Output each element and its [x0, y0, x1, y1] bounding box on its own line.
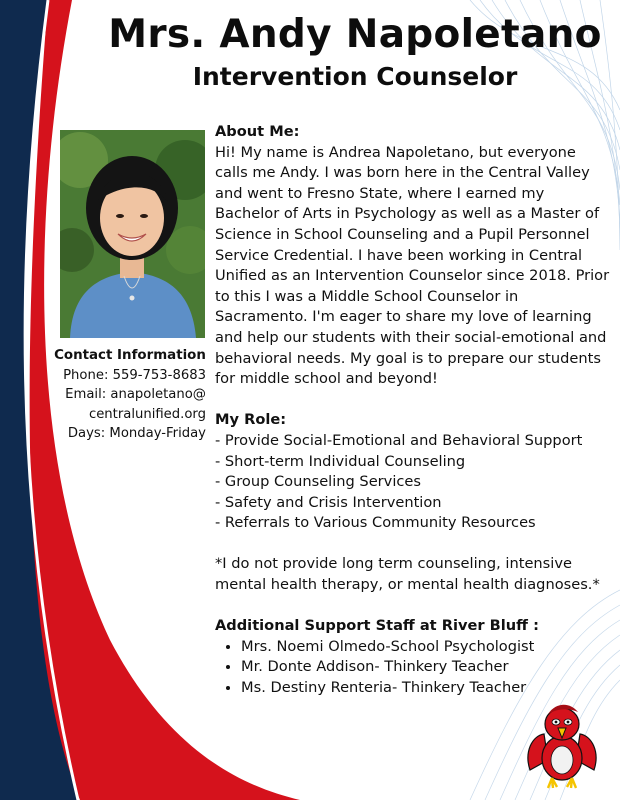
role-item: - Provide Social-Emotional and Behavioral Support: [215, 431, 583, 449]
support-list: [215, 637, 610, 699]
contact-email: Email: anapoletano@: [65, 387, 206, 402]
main-column: [215, 122, 610, 699]
support-heading: Additional Support Staff at River Bluff :: [215, 617, 539, 635]
support-item: • Mr. Donte Addison- Thinkery Teacher: [241, 657, 610, 678]
support-item: • Mrs. Noemi Olmedo-School Psychologist: [241, 637, 610, 658]
hawk-mascot-icon: [522, 700, 602, 790]
role-item: - Group Counseling Services: [215, 473, 421, 491]
contact-phone: Phone: 559-753-8683: [63, 367, 206, 383]
about-body: Hi! My name is Andrea Napoletano, but everyone calls me Andy. I was born here in the Central Valley and went to Fresno State, where I earned my Bachelor of Arts in Psychology as well as a Master of Science in School Counseling and a Pupil Personnel Service Credential. I have been working in Central Unified as an Intervention Counselor since 2018. Prior to this I was a Middle School Counselor in Sacramento. I'm eager to share my love of learning and help our students with their social-emotional and behavioral needs. My goal is to prepare our students for middle school and beyond!: [215, 143, 610, 388]
role-note: *I do not provide long term counseling, intensive mental health therapy, or mental health diagnoses.*: [215, 555, 600, 594]
role-item: - Safety and Crisis Intervention: [215, 493, 442, 511]
role-heading: My Role:: [215, 411, 287, 429]
contact-info: [54, 346, 206, 444]
contact-email-domain: centralunified.org: [88, 406, 206, 422]
role-item: - Referrals to Various Community Resources: [215, 514, 536, 532]
profile-photo: [60, 130, 205, 338]
contact-days: Days: Monday-Friday: [67, 426, 206, 441]
portrait-illustration: [60, 130, 205, 338]
support-item: • Ms. Destiny Renteria- Thinkery Teacher: [241, 678, 610, 699]
about-heading: About Me:: [215, 123, 300, 140]
page-title: Mrs. Andy Napoletano: [108, 12, 602, 57]
role-item: - Short-term Individual Counseling: [215, 452, 466, 470]
job-title: Intervention Counselor: [192, 62, 518, 91]
contact-heading: Contact Information: [54, 348, 206, 363]
